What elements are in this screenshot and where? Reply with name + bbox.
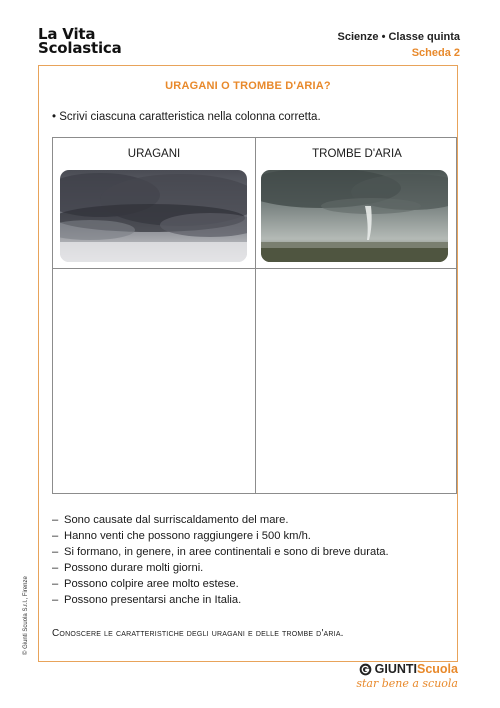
list-item: – Possono colpire aree molto estese. (52, 578, 239, 590)
list-item: – Possono durare molti giorni. (52, 562, 204, 574)
list-item: – Possono presentarsi anche in Italia. (52, 594, 242, 606)
sorting-table (52, 137, 457, 494)
subject-label: Scienze • Classe quinta (337, 31, 460, 43)
sheet-label: Scheda 2 (411, 47, 460, 59)
brand-tagline: star bene a scuola (356, 677, 458, 690)
column-header-uragani: URAGANI (127, 148, 181, 160)
list-item: – Sono causate dal surriscaldamento del mare. (52, 514, 289, 526)
characteristics-list (52, 512, 389, 608)
copyright-text: © Giunti Scuola S.r.l., Firenze (23, 576, 29, 655)
column-divider (255, 138, 256, 493)
giunti-logo-icon (359, 663, 372, 676)
header-info (338, 29, 460, 61)
column-header-trombe: TROMBE D'ARIA (312, 148, 402, 160)
instruction-text: • Scrivi ciascuna caratteristica nella colonna corretta. (52, 111, 321, 123)
tornado-photo (261, 170, 448, 262)
brand-name-part1: GIUNTI (374, 662, 417, 676)
learning-objective: Conoscere le caratteristiche degli uragani e delle trombe d'aria. (52, 628, 344, 639)
publisher-brand (356, 662, 458, 690)
publication-logo (38, 27, 122, 55)
hurricane-photo (60, 170, 247, 262)
list-item: – Hanno venti che possono raggiungere i 500 km/h. (52, 530, 311, 542)
brand-name-part2: Scuola (417, 662, 458, 676)
logo-line-2: Scolastica (38, 39, 122, 57)
worksheet-title: URAGANI O TROMBE D'ARIA? (165, 80, 331, 92)
logo-line-1: La Vita (38, 25, 96, 43)
list-item: – Si formano, in genere, in aree continentali e sono di breve durata. (52, 546, 389, 558)
header-divider (53, 268, 456, 269)
